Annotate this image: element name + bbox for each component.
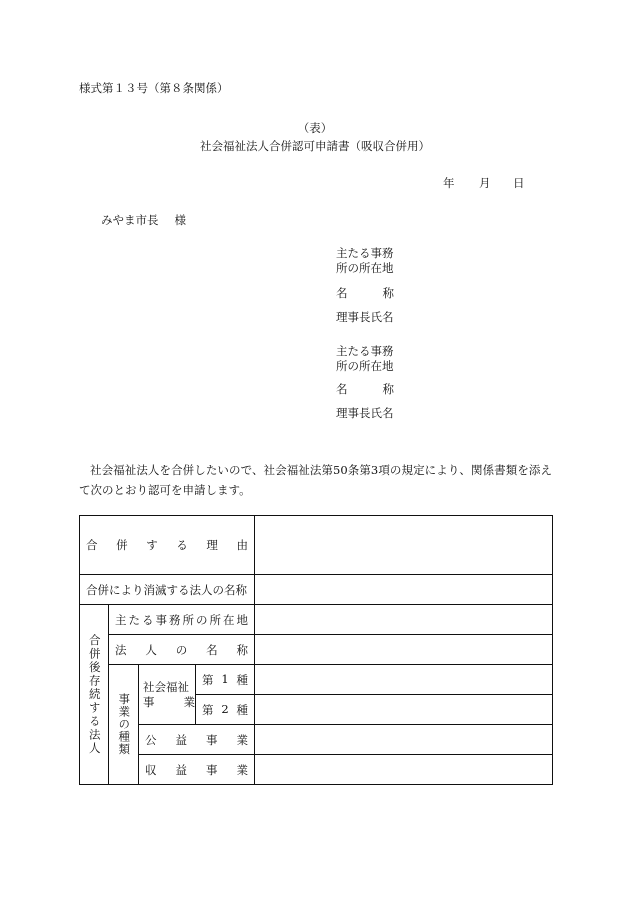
dissolved-corp-field[interactable]: [255, 575, 553, 605]
application-form-table: [79, 515, 553, 785]
public-interest-row: [80, 725, 553, 755]
form-number: 様式第１３号（第８条関係）: [79, 81, 229, 95]
reason-label: 合 併 す る 理 由: [80, 516, 255, 575]
applicant-2-name-label: 名 称: [336, 382, 394, 396]
office-row: [80, 605, 553, 635]
welfare-business-label: 社会福祉 事 業: [139, 665, 196, 725]
date-month-label: 月: [479, 176, 491, 190]
type1-label: 第 1 種: [196, 665, 255, 695]
type1-row: [80, 665, 553, 695]
addressee: [101, 212, 186, 228]
dissolved-corp-label: 合併により消滅する法人の名称: [80, 575, 255, 605]
profit-business-field[interactable]: [255, 755, 553, 785]
public-interest-field[interactable]: [255, 725, 553, 755]
business-types-label: 事業の種類: [109, 665, 139, 785]
surviving-corp-group-label: 合併後存続する法人: [80, 605, 109, 785]
public-interest-label: 公 益 事 業: [139, 725, 255, 755]
profit-row: [80, 755, 553, 785]
type2-field[interactable]: [255, 695, 553, 725]
applicant-2-chair-label: 理事長氏名: [336, 406, 394, 420]
profit-business-label: 収 益 事 業: [139, 755, 255, 785]
office-location-field[interactable]: [255, 605, 553, 635]
reason-row: [80, 516, 553, 575]
type1-field[interactable]: [255, 665, 553, 695]
date-year-label: 年: [443, 176, 455, 190]
applicant-1-office-label: 主たる事務 所の所在地: [336, 246, 394, 275]
addressee-name: みやま市長: [101, 213, 159, 227]
date-day-label: 日: [513, 176, 525, 190]
corp-name-field[interactable]: [255, 635, 553, 665]
addressee-honorific: 様: [174, 213, 186, 227]
applicant-1-name-label: 名 称: [336, 286, 394, 300]
application-statement: 社会福祉法人を合併したいので、社会福祉法第50条第3項の規定により、関係書類を添えて次のとおり認可を申請します。: [79, 463, 552, 497]
dissolved-row: [80, 575, 553, 605]
applicant-2-office-label: 主たる事務 所の所在地: [336, 344, 394, 373]
front-side-note: （表）: [297, 121, 333, 135]
document-title: 社会福祉法人合併認可申請書（吸収合併用）: [200, 139, 430, 153]
corp-name-row: [80, 635, 553, 665]
type2-label: 第 2 種: [196, 695, 255, 725]
reason-field[interactable]: [255, 516, 553, 575]
applicant-1-chair-label: 理事長氏名: [336, 310, 394, 324]
office-location-label: 主 た る 事 務 所 の 所 在 地: [109, 605, 255, 635]
corp-name-label: 法 人 の 名 称: [109, 635, 255, 665]
